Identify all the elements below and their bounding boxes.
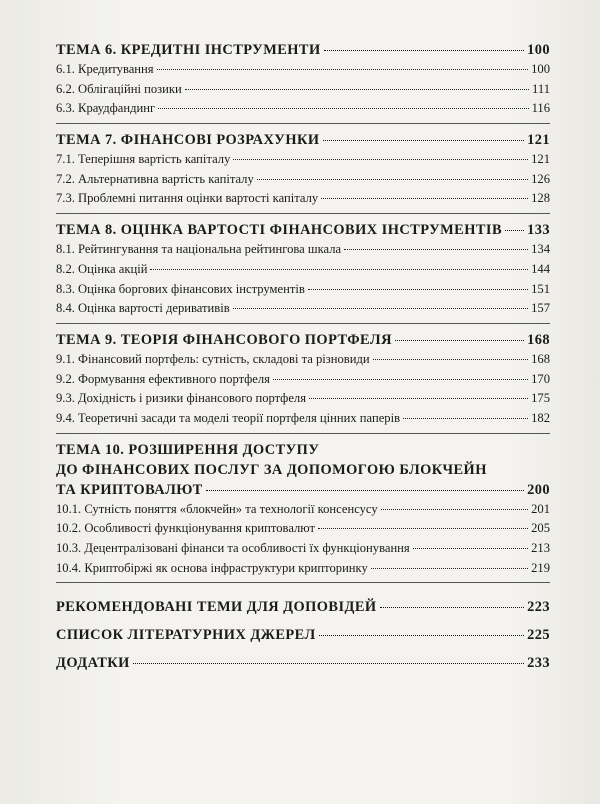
toc-section-6 bbox=[56, 40, 550, 124]
dot-leader bbox=[319, 635, 524, 636]
entry-label: 10.1. Сутність поняття «блокчейн» та технології консенсусу bbox=[56, 501, 378, 516]
dot-leader bbox=[381, 509, 528, 510]
table-of-contents bbox=[56, 40, 550, 677]
toc-section-10 bbox=[56, 440, 550, 584]
dot-leader bbox=[233, 308, 528, 309]
dot-leader bbox=[505, 230, 524, 231]
entry-label: 10.3. Децентралізовані фінанси та особливості їх функціонування bbox=[56, 541, 410, 555]
dot-leader bbox=[403, 418, 528, 419]
dot-leader bbox=[324, 50, 524, 51]
page-number: 100 bbox=[527, 42, 550, 58]
page-number: 116 bbox=[531, 101, 550, 116]
dot-leader bbox=[158, 108, 528, 109]
page-number: 201 bbox=[531, 501, 550, 516]
page-number: 133 bbox=[527, 222, 550, 239]
entry-label: 7.1. Теперішня вартість капіталу bbox=[56, 152, 231, 167]
page-number: 200 bbox=[527, 481, 550, 498]
page-number: 126 bbox=[531, 171, 550, 186]
dot-leader bbox=[321, 198, 528, 199]
toc-section-title[interactable] bbox=[56, 480, 550, 500]
entry-label: 7.2. Альтернативна вартість капіталу bbox=[56, 171, 254, 186]
page-number: 151 bbox=[531, 281, 550, 296]
dot-leader bbox=[273, 379, 528, 380]
toc-section-title[interactable] bbox=[56, 130, 550, 150]
toc-entry[interactable] bbox=[56, 350, 550, 370]
toc-section-title[interactable] bbox=[56, 220, 550, 240]
dot-leader bbox=[157, 69, 529, 70]
entry-label: 9.4. Теоретичні засади та моделі теорії портфеля цінних паперів bbox=[56, 410, 401, 425]
page-number: 144 bbox=[531, 261, 550, 276]
dot-leader bbox=[344, 249, 528, 250]
section-title-text: ТЕМА 9. ТЕОРІЯ ФІНАНСОВОГО ПОРТФЕЛЯ bbox=[56, 331, 392, 348]
dot-leader bbox=[233, 159, 528, 160]
section-title-line-1[interactable]: ТЕМА 10. РОЗШИРЕННЯ ДОСТУПУ bbox=[56, 441, 320, 458]
page-number: 121 bbox=[531, 152, 550, 167]
toc-closing-entries bbox=[56, 593, 550, 677]
page-number: 182 bbox=[531, 410, 550, 425]
entry-label: 8.4. Оцінка вартості деривативів bbox=[56, 301, 230, 316]
toc-section-8 bbox=[56, 220, 550, 324]
toc-section-9 bbox=[56, 330, 550, 434]
section-title-text: ТЕМА 7. ФІНАНСОВІ РОЗРАХУНКИ bbox=[56, 132, 320, 149]
entry-label: 9.1. Фінансовий портфель: сутність, складові та різновиди bbox=[56, 351, 370, 366]
dot-leader bbox=[318, 528, 528, 529]
entry-label: 6.2. Облігаційні позики bbox=[56, 81, 182, 96]
toc-appendices[interactable] bbox=[56, 649, 550, 677]
toc-entry[interactable] bbox=[56, 240, 550, 260]
dot-leader bbox=[150, 269, 528, 270]
toc-entry[interactable] bbox=[56, 519, 550, 539]
toc-entry[interactable] bbox=[56, 409, 550, 429]
entry-label: 8.3. Оцінка боргових фінансових інструментів bbox=[56, 281, 305, 296]
entry-label: 8.2. Оцінка акцій bbox=[56, 261, 148, 276]
toc-entry[interactable] bbox=[56, 150, 550, 170]
toc-entry[interactable] bbox=[56, 170, 550, 190]
toc-section-7 bbox=[56, 130, 550, 214]
dot-leader bbox=[308, 289, 528, 290]
toc-entry[interactable] bbox=[56, 370, 550, 390]
toc-entry[interactable] bbox=[56, 299, 550, 319]
page-number: 168 bbox=[531, 351, 550, 366]
toc-entry[interactable] bbox=[56, 80, 550, 100]
page-number: 223 bbox=[527, 599, 550, 616]
entry-label: 8.1. Рейтингування та національна рейтингова шкала bbox=[56, 242, 342, 257]
entry-label: 6.3. Краудфандинг bbox=[56, 101, 156, 116]
entry-label: СПИСОК ЛІТЕРАТУРНИХ ДЖЕРЕЛ bbox=[56, 627, 316, 644]
dot-leader bbox=[373, 359, 528, 360]
toc-entry[interactable] bbox=[56, 500, 550, 520]
dot-leader bbox=[323, 140, 525, 141]
toc-entry[interactable] bbox=[56, 260, 550, 280]
dot-leader bbox=[309, 398, 528, 399]
page-number: 100 bbox=[531, 62, 550, 76]
entry-label: 9.2. Формування ефективного портфеля bbox=[56, 371, 270, 386]
dot-leader bbox=[395, 340, 524, 341]
page-number: 157 bbox=[531, 301, 550, 316]
page-number: 233 bbox=[527, 655, 550, 672]
dot-leader bbox=[371, 568, 528, 569]
toc-entry[interactable] bbox=[56, 389, 550, 409]
dot-leader bbox=[206, 490, 524, 491]
page-number: 121 bbox=[527, 132, 550, 149]
page-number: 219 bbox=[531, 560, 550, 575]
toc-references[interactable] bbox=[56, 621, 550, 649]
toc-entry[interactable] bbox=[56, 539, 550, 559]
page-number: 128 bbox=[531, 191, 550, 206]
entry-label: 7.3. Проблемні питання оцінки вартості капіталу bbox=[56, 191, 319, 206]
dot-leader bbox=[413, 548, 528, 549]
entry-label: 9.3. Дохідність і ризики фінансового портфеля bbox=[56, 391, 307, 406]
toc-recommended-topics[interactable] bbox=[56, 593, 550, 621]
section-title-text: ТЕМА 8. ОЦІНКА ВАРТОСТІ ФІНАНСОВИХ ІНСТРУМЕНТІВ bbox=[56, 222, 502, 239]
page-number: 213 bbox=[531, 541, 550, 555]
toc-entry[interactable] bbox=[56, 280, 550, 300]
section-title-line-2[interactable]: ДО ФІНАНСОВИХ ПОСЛУГ ЗА ДОПОМОГОЮ БЛОКЧЕЙН bbox=[56, 461, 487, 478]
page-number: 175 bbox=[531, 391, 550, 406]
page-number: 111 bbox=[532, 81, 550, 96]
page-number: 134 bbox=[531, 242, 550, 257]
entry-label: ДОДАТКИ bbox=[56, 655, 130, 672]
dot-leader bbox=[380, 607, 525, 608]
toc-entry[interactable] bbox=[56, 60, 550, 80]
entry-label: 6.1. Кредитування bbox=[56, 62, 154, 76]
dot-leader bbox=[185, 89, 529, 90]
entry-label: 10.4. Криптобіржі як основа інфраструктури крипторинку bbox=[56, 560, 368, 575]
page-number: 168 bbox=[527, 331, 550, 348]
page-number: 225 bbox=[527, 627, 550, 644]
section-title-line-3: ТА КРИПТОВАЛЮТ bbox=[56, 481, 203, 498]
entry-label: РЕКОМЕНДОВАНІ ТЕМИ ДЛЯ ДОПОВІДЕЙ bbox=[56, 599, 377, 616]
toc-entry[interactable] bbox=[56, 189, 550, 209]
toc-entry[interactable] bbox=[56, 559, 550, 579]
page-number: 170 bbox=[531, 371, 550, 386]
dot-leader bbox=[133, 663, 524, 664]
toc-section-title[interactable] bbox=[56, 330, 550, 350]
entry-label: 10.2. Особливості функціонування криптовалют bbox=[56, 521, 316, 536]
toc-section-title[interactable] bbox=[56, 40, 550, 60]
section-title-text: ТЕМА 6. КРЕДИТНІ ІНСТРУМЕНТИ bbox=[56, 42, 321, 58]
toc-entry[interactable] bbox=[56, 99, 550, 119]
page-number: 205 bbox=[531, 521, 550, 536]
dot-leader bbox=[257, 179, 528, 180]
